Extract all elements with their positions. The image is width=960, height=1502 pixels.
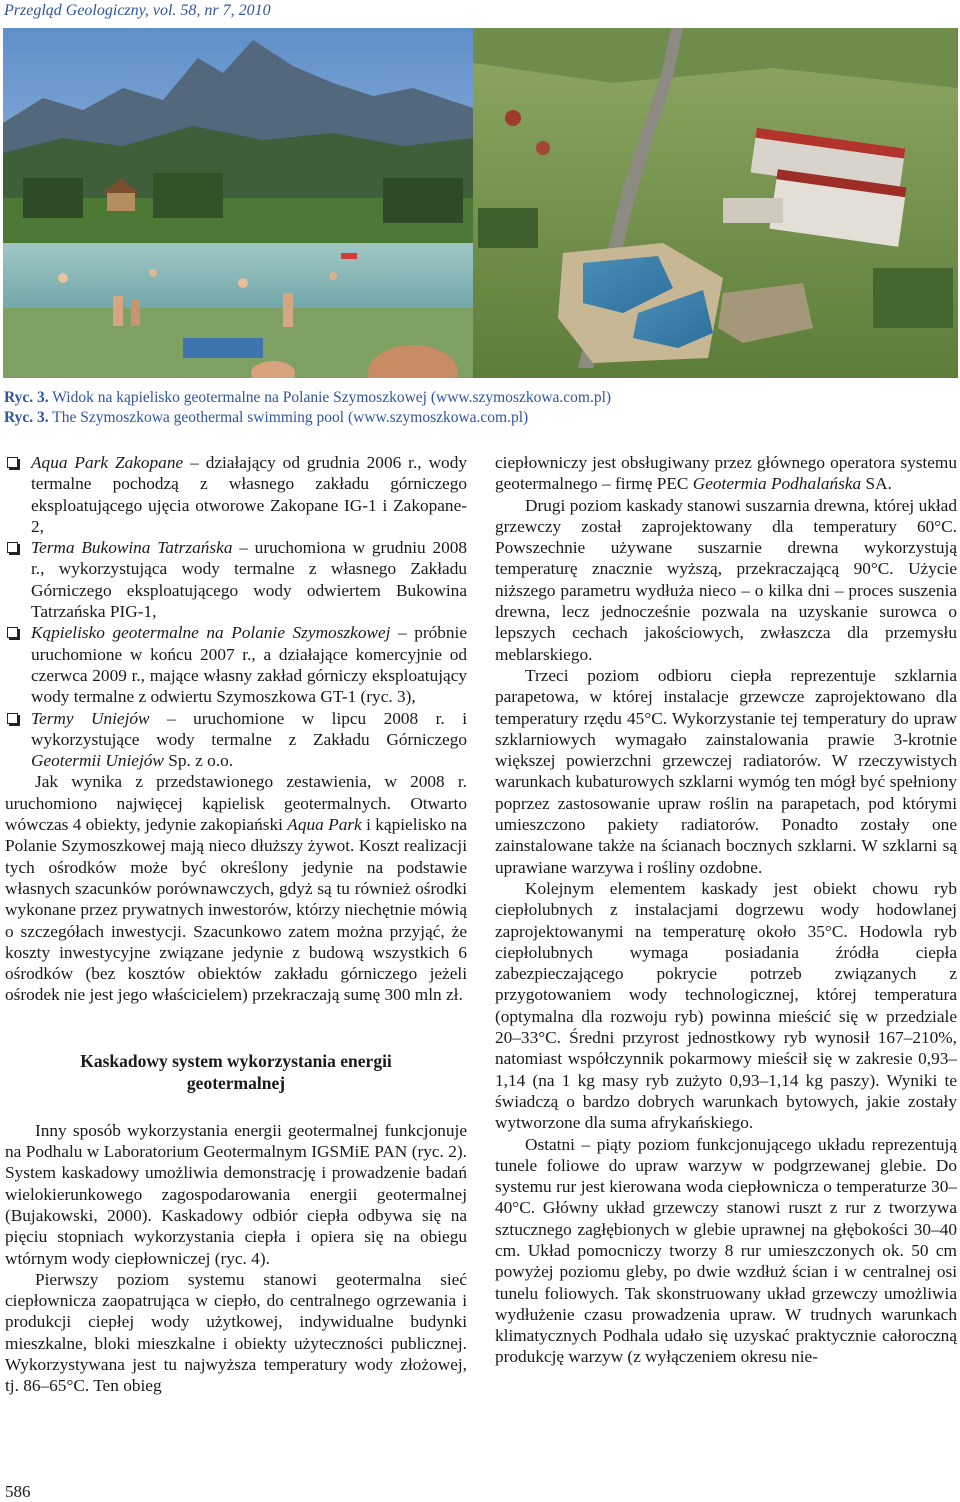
checkbox-bullet-icon: [7, 457, 18, 468]
list-item: [5, 537, 467, 622]
list-item: [5, 622, 467, 707]
photo-aerial-hotel-pool: [473, 28, 958, 378]
bullet-title: Aqua Park Zakopane: [31, 453, 184, 472]
caption-en-label: Ryc. 3.: [4, 409, 49, 426]
body-paragraph: Kolejnym elementem kaskady jest obiekt chowu ryb ciepłolubnych z instalacjami dogrzewu wody hodowlanej zaprojektowanymi na temperaturę około 35°C. Hodowla ryb ciepłolubnych wymaga posiadania źródła ciepła zabezpieczającego pokrycie potrzeb związanych z przygotowaniem wody technologicznej, której temperatura (optymalna dla rozwoju ryb) powinna mieścić się w przedziale 20–33°C. Średni przyrost jednostkowy ryb wynosił 167–210%, natomiast współczynnik pokarmowy mieścił się w zakresie 0,93–1,14 (na 1 kg masy ryb zużyto 0,93–1,14 kg paszy). Wyniki te świadczą o bardzo dobrych warunkach bytowych, jakie zostały wytworzone dla suma afrykańskiego.: [495, 878, 957, 1133]
paragraph-italic: Geotermia Podhalańska: [692, 474, 862, 494]
body-paragraph: Drugi poziom kaskady stanowi suszarnia drewna, której układ grzewczy został zaprojektowany dla temperatury 60°C. Powszechnie używane suszarnie drewna wykorzystują temperaturę znacznie wyższą, przekraczającą 90°C. Użycie niższego parametru wydłuża nieco – o kilka dni – proces suszenia drewna, lecz jednocześnie pozwala na uzyskanie surowca o lepszych cechach jakościowych, zwłaszcza dla przemysłu meblarskiego.: [495, 495, 957, 664]
paragraph-text: ciepłowniczy jest obsługiwany przez głównego operatora systemu geotermalnego – firmę PEC: [495, 453, 957, 494]
bullet-text: – uruchomione w lipcu 2008 r. i wykorzystujące wody termalne z Zakładu Górniczego: [31, 708, 467, 749]
bullet-text: – działający od grudnia 2006 r., wody termalne pochodzą z własnego zakładu górniczego eksploatującego ujęcia otworowe Zakopane IG-1 i Zakopane-2,: [31, 453, 467, 536]
body-paragraph: Pierwszy poziom systemu stanowi geotermalna sieć ciepłownicza zaopatrująca w ciepło, do centralnego ogrzewania i produkcji ciepłej wody użytkowej, indywidualne budynki mieszkalne, bloki mieszkalne i obiekty użyteczności publicznej. Wykorzystywana jest tu najwyższa temperatury wody złożowej, tj. 86–65°C. Ten obieg: [5, 1269, 467, 1396]
checkbox-bullet-icon: [7, 542, 18, 553]
figure-photos: [3, 28, 958, 378]
checkbox-bullet-icon: [7, 627, 18, 638]
paragraph-text-end: i kąpielisko na Polanie Szymoszkowej mają nieco dłuższy żywot. Koszt realizacji tych ośrodków może być określony jedynie na podstawie własnych szacunków porównawczych, gdyż są tu również ośrodki wykonane przez prywatnych inwestorów, którzy niechętnie mówią o szczegółach inwestycji. Szacunkowo zatem można przyjąć, że koszty inwestycyjne związane jedynie z budową wszystkich 6 ośrodków (bez kosztów obiektów zakładu górniczego jeżeli ośrodek nie jest jego właścicielem) przekraczają sumę 300 mln zł.: [5, 815, 467, 1005]
checkbox-bullet-icon: [7, 713, 18, 724]
bullet-title: Kąpielisko geotermalne na Polanie Szymoszkowej: [31, 623, 391, 643]
bullet-text-end: Sp. z o.o.: [163, 751, 234, 771]
photo-pool-mountains: [3, 28, 473, 378]
left-column: [5, 452, 467, 1397]
caption-polish: [4, 388, 611, 408]
list-item: [5, 452, 467, 537]
body-paragraph: [5, 771, 467, 1005]
running-header: Przegląd Geologiczny, vol. 58, nr 7, 2010: [4, 2, 271, 19]
body-paragraph: [495, 452, 957, 495]
caption-pl-label: Ryc. 3.: [4, 389, 49, 406]
bullet-italic: Geotermii Uniejów: [31, 751, 164, 771]
list-item: [5, 708, 467, 772]
paragraph-italic: Aqua Park: [287, 815, 362, 835]
body-paragraph: Ostatni – piąty poziom funkcjonującego układu reprezentują tunele foliowe do upraw warzyw w podgrzewanej glebie. Do systemu rur jest kierowana woda ciepłownicza o temperaturze 30–40°C. Główny układ grzewczy stanowi ruszt z rur z tworzywa sztucznego zagłębionych w glebie uprawnej na głębokości 30–40 cm. Układ pomocniczy tworzy 8 rur umieszczonych ok. 50 cm powyżej poziomu gleby, po dwie wzdłuż ścian i w centralnej osi tunelu foliowych. Tak skonstruowany układ grzewczy umożliwia wydłużenie czasu prowadzenia upraw. W trudnych warunkach klimatycznych Podhala udało się uzyskać praktycznie całoroczną produkcję warzyw (z wyłączeniem okresu nie-: [495, 1134, 957, 1367]
body-paragraph: Inny sposób wykorzystania energii geotermalnej funkcjonuje na Podhalu w Laboratorium Geotermalnym IGSMiE PAN (ryc. 2). System kaskadowy umożliwia demonstrację i prowadzenie badań wielokierunkowego zagospodarowania energii geotermalnej (Bujakowski, 2000). Kaskadowy odbiór ciepła odbywa się na pięciu stopniach wykorzystania ciepła i opiera się na obiegu wtórnym wody ciepłowniczej (ryc. 4).: [5, 1120, 467, 1268]
bullet-text: – próbnie uruchomione w końcu 2007 r., a działające komercyjnie od czerwca 2009 r., mające własny zakład górniczy eksploatujący wody termalne z odwiertu Szymoszkowa GT-1 (ryc. 3),: [31, 623, 468, 707]
page-number: 586: [5, 1482, 31, 1501]
bullet-title: Termy Uniejów: [31, 708, 150, 728]
paragraph-text: Jak wynika z przedstawionego zestawienia, w 2008 r. uruchomiono najwięcej kąpielisk geotermalnych. Otwarto wówczas 4 obiekty, jedynie zakopiański: [5, 772, 467, 835]
figure-caption: [4, 388, 611, 428]
bullet-title: Terma Bukowina Tatrzańska: [31, 538, 233, 558]
caption-english: [4, 408, 611, 428]
body-paragraph: Trzeci poziom odbioru ciepła reprezentuje szklarnia parapetowa, w której instalacje grzewcze zaprojektowano dla temperatury rzędu 45°C. Wykorzystanie tej temperatury do upraw szklarniowych wymagało zainstalowania prawie 3-krotnie większej powierzchni grzewczej radiatorów. W rzeczywistych warunkach kubaturowych szklarni wymóg ten mógł być spełniony poprzez zastosowanie upraw roślin na parapetach, pod którymi umieszczono pakiety radiatorów. Ponadto zostały one zainstalowane także na ścianach bocznych szklarni. W szklarni są uprawiane warzywa i rośliny ozdobne.: [495, 665, 957, 877]
bullet-text: – uruchomiona w grudniu 2008 r., wykorzystująca wody termalne z własnego Zakładu Górniczego eksploatującego wody odwiertem Bukowina Tatrzańska PIG-1,: [31, 538, 468, 622]
paragraph-text-end: SA.: [861, 474, 892, 494]
caption-en-text: The Szymoszkowa geothermal swimming pool (www.szymoszkowa.com.pl): [48, 409, 529, 426]
caption-pl-text: Widok na kąpielisko geotermalne na Polanie Szymoszkowej (www.szymoszkowa.com.pl): [48, 389, 612, 406]
section-heading: Kaskadowy system wykorzystania energii geotermalnej: [80, 1050, 392, 1093]
right-column: [495, 452, 957, 1368]
